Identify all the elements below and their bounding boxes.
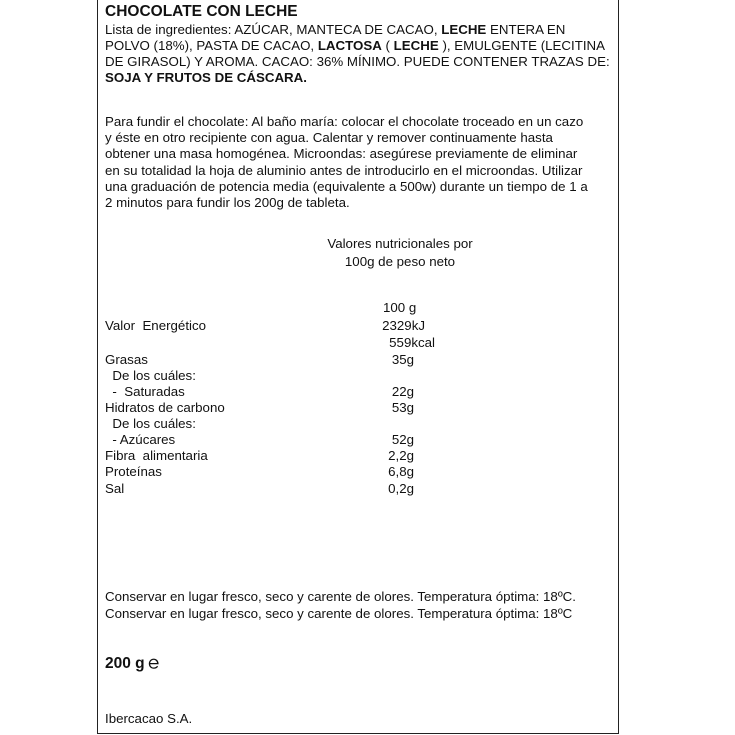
- nutrition-label: Hidratos de carbono: [105, 400, 225, 415]
- preparation-instructions: [105, 114, 610, 211]
- nutrition-label: - Azúcares: [105, 432, 176, 447]
- nutrition-value: 2329kJ: [382, 318, 425, 333]
- nutrition-label: Grasas: [105, 352, 148, 367]
- nutrition-label: De los cuáles:: [105, 416, 196, 431]
- nutrition-value: 53g: [391, 400, 414, 415]
- nutrition-header: Valores nutricionales por: [327, 236, 473, 251]
- allergen-leche: LECHE: [393, 38, 439, 53]
- nutrition-value: 2,2g: [388, 448, 414, 463]
- ingredients-text: ENTERA EN POLVO (18%), PASTA DE CACAO,: [105, 22, 566, 53]
- nutrition-label: Sal: [105, 481, 125, 496]
- nutrition-label: De los cuáles:: [105, 368, 196, 383]
- preparation-line: obtener una masa homogénea. Microondas: asegúrese previamente de eliminar: [105, 146, 578, 162]
- ingredients-text: ), EMULGENTE (LECITINA DE GIRASOL) Y AROMA. CACAO: 36% MÍNIMO. PUEDE CONTENER TRAZAS DE:: [105, 38, 610, 69]
- preparation-line: 2 minutos para fundir los 200g de tableta.: [105, 195, 350, 211]
- ingredients-text: Lista de ingredientes: AZÚCAR, MANTECA DE CACAO,: [105, 22, 442, 37]
- nutrition-value: 35g: [391, 352, 414, 367]
- nutrition-label: Fibra alimentaria: [105, 448, 208, 463]
- preparation-line: una graduación de potencia media (equivalente a 500w) durante un tiempo de 1 a: [105, 178, 588, 194]
- storage-instructions: Conservar en lugar fresco, seco y carente de olores. Temperatura óptima: 18ºC.: [105, 589, 576, 604]
- nutrition-label: - Saturadas: [105, 384, 185, 399]
- nutrition-header: 100g de peso neto: [344, 254, 456, 269]
- label-frame: [97, 0, 619, 734]
- preparation-line: en su totalidad la hoja de aluminio antes de introducirlo en el microondas. Utilizar: [105, 162, 583, 178]
- nutrition-value: 559kcal: [389, 335, 435, 350]
- ingredients-list: [105, 22, 610, 86]
- preparation-line: Para fundir el chocolate: Al baño maría: colocar el chocolate troceado en un cazo: [105, 114, 584, 129]
- allergen-leche: LECHE: [441, 22, 487, 37]
- net-weight: [105, 655, 161, 673]
- nutrition-value: 6,8g: [388, 464, 414, 479]
- nutrition-value: 22g: [391, 384, 414, 399]
- allergen-traces: SOJA Y FRUTOS DE CÁSCARA.: [105, 70, 307, 85]
- ingredients-text: (: [381, 38, 394, 53]
- nutrition-label: Proteínas: [105, 464, 162, 479]
- nutrition-column-header: 100 g: [383, 300, 417, 315]
- preparation-line: y éste en otro recipiente con agua. Calentar y remover continuamente hasta: [105, 130, 553, 146]
- product-title: CHOCOLATE CON LECHE: [105, 3, 298, 20]
- nutrition-value: 52g: [391, 432, 414, 447]
- nutrition-label: Valor Energético: [105, 318, 207, 333]
- net-weight-value: 200 g: [105, 655, 145, 672]
- allergen-lactosa: LACTOSA: [317, 38, 382, 53]
- company-name: Ibercacao S.A.: [105, 711, 193, 726]
- storage-instructions: Conservar en lugar fresco, seco y carente de olores. Temperatura óptima: 18ºC: [105, 606, 573, 621]
- nutrition-value: 0,2g: [388, 481, 414, 496]
- e-mark-icon: [147, 656, 161, 670]
